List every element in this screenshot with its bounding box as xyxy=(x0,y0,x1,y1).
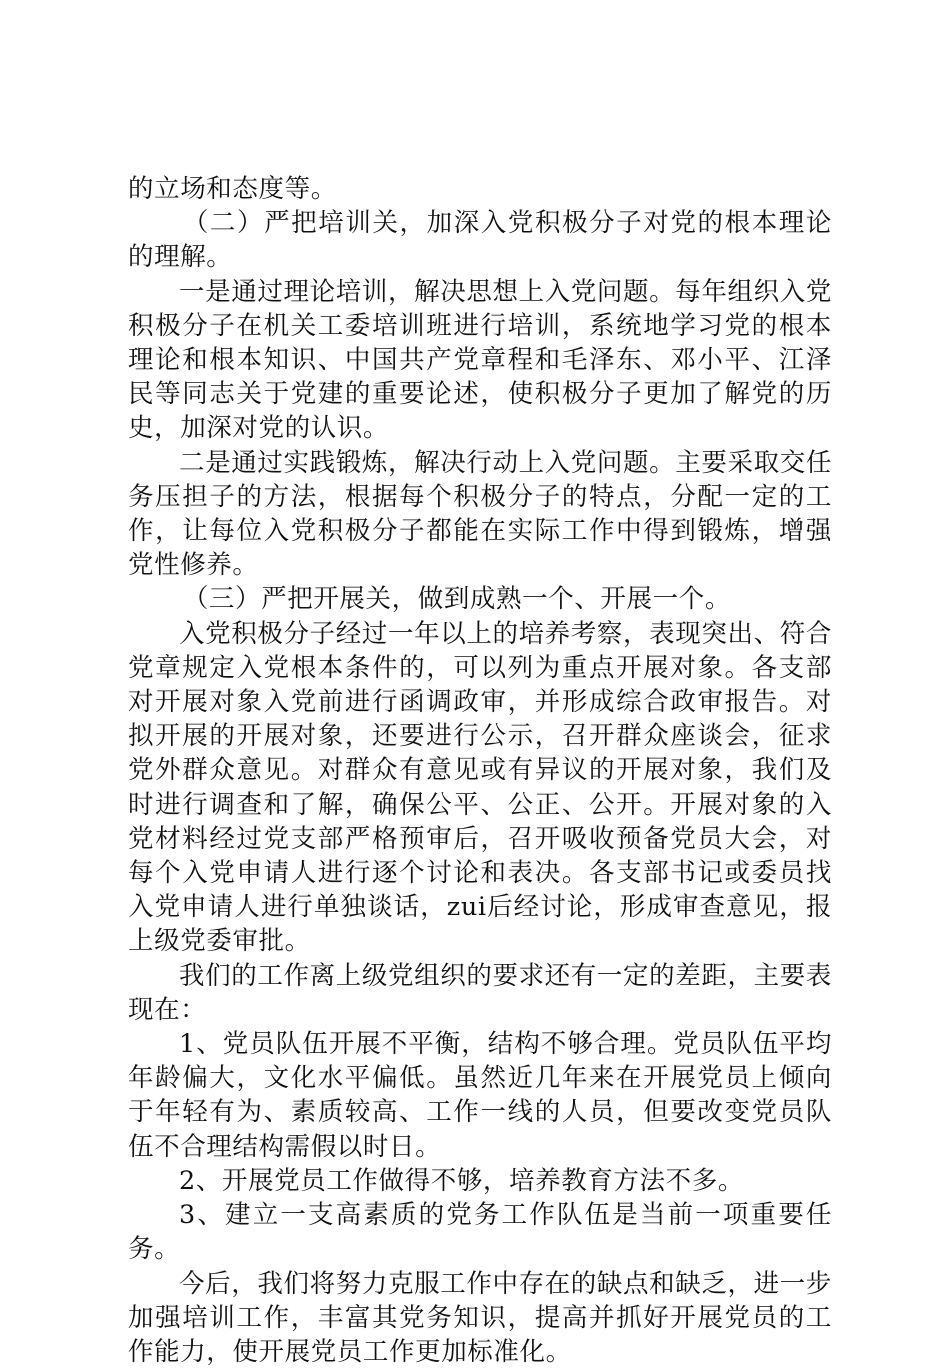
list-item-2: 2、开展党员工作做得不够，培养教育方法不多。 xyxy=(128,1164,832,1198)
list-item-3: 3、建立一支高素质的党务工作队伍是当前一项重要任务。 xyxy=(128,1198,832,1266)
paragraph-conclusion: 今后，我们将努力克服工作中存在的缺点和缺乏，进一步加强培训工作，丰富其党务知识，提高并抓好开展党员的工作能力，使开展党员工作更加标准化。 xyxy=(128,1267,832,1369)
section-heading-development: （三）严把开展关，做到成熟一个、开展一个。 xyxy=(128,582,832,616)
paragraph-practice: 二是通过实践锻炼，解决行动上入党问题。主要采取交任务压担子的方法，根据每个积极分子的特点，分配一定的工作，让每位入党积极分子都能在实际工作中得到锻炼，增强党性修养。 xyxy=(128,446,832,583)
document-body xyxy=(128,172,832,1369)
section-heading-training: （二）严把培训关，加深入党积极分子对党的根本理论的理解。 xyxy=(128,206,832,274)
paragraph-gap-intro: 我们的工作离上级党组织的要求还有一定的差距，主要表现在： xyxy=(128,959,832,1027)
list-item-1: 1、党员队伍开展不平衡，结构不够合理。党员队伍平均年龄偏大，文化水平偏低。虽然近几年来在开展党员上倾向于年轻有为、素质较高、工作一线的人员，但要改变党员队伍不合理结构需假以时日。 xyxy=(128,1027,832,1164)
paragraph-continuation: 的立场和态度等。 xyxy=(128,172,832,206)
paragraph-development-process: 入党积极分子经过一年以上的培养考察，表现突出、符合党章规定入党根本条件的，可以列为重点开展对象。各支部对开展对象入党前进行函调政审，并形成综合政审报告。对拟开展的开展对象，还要进行公示，召开群众座谈会，征求党外群众意见。对群众有意见或有异议的开展对象，我们及时进行调查和了解，确保公平、公正、公开。开展对象的入党材料经过党支部严格预审后，召开吸收预备党员大会，对每个入党申请人进行逐个讨论和表决。各支部书记或委员找入党申请人进行单独谈话，zui后经讨论，形成审查意见，报上级党委审批。 xyxy=(128,617,832,959)
paragraph-theory-training: 一是通过理论培训，解决思想上入党问题。每年组织入党积极分子在机关工委培训班进行培训，系统地学习党的根本理论和根本知识、中国共产党章程和毛泽东、邓小平、江泽民等同志关于党建的重要论述，使积极分子更加了解党的历史，加深对党的认识。 xyxy=(128,275,832,446)
